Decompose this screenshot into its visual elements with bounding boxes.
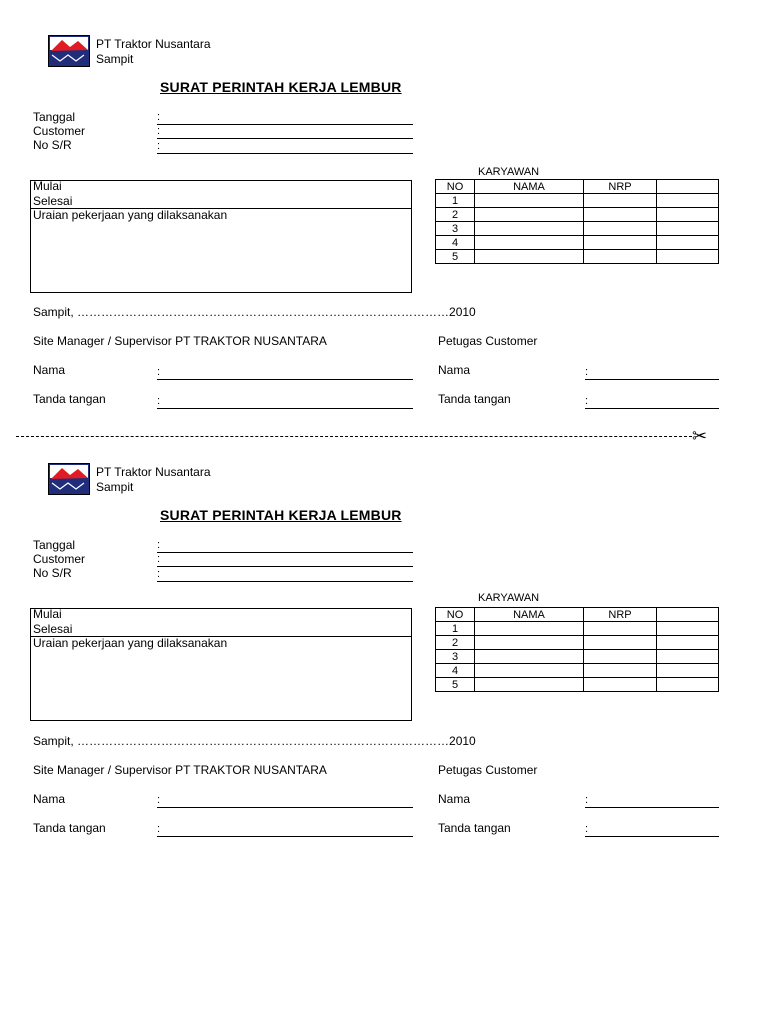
extra-cell[interactable]	[657, 636, 719, 650]
work-details-box	[30, 180, 412, 293]
table-row	[436, 222, 719, 236]
nama-field-left[interactable]: :	[157, 367, 413, 380]
extra-cell[interactable]	[657, 208, 719, 222]
extra-cell[interactable]	[657, 236, 719, 250]
nama-cell[interactable]	[475, 636, 584, 650]
row-number: 2	[436, 208, 475, 222]
nrp-cell[interactable]	[584, 650, 657, 664]
row-number: 1	[436, 622, 475, 636]
row-number: 5	[436, 250, 475, 264]
overtime-form-top	[0, 0, 768, 420]
nrp-cell[interactable]	[584, 636, 657, 650]
nama-field-left[interactable]: :	[157, 795, 413, 808]
company-logo-icon	[48, 35, 90, 67]
header-nrp: NRP	[584, 180, 657, 194]
form-title: SURAT PERINTAH KERJA LEMBUR	[160, 79, 402, 95]
scissors-icon: ✂	[692, 426, 708, 446]
row-number: 2	[436, 636, 475, 650]
nama-cell[interactable]	[475, 664, 584, 678]
nama-cell[interactable]	[475, 678, 584, 692]
employee-table	[435, 179, 719, 264]
table-row	[436, 650, 719, 664]
employee-table	[435, 607, 719, 692]
table-row	[436, 678, 719, 692]
no-sr-label: No S/R	[33, 566, 72, 580]
header-extra	[657, 180, 719, 194]
extra-cell[interactable]	[657, 678, 719, 692]
customer-field[interactable]: :	[157, 554, 413, 567]
row-number: 4	[436, 664, 475, 678]
form-title: SURAT PERINTAH KERJA LEMBUR	[160, 507, 402, 523]
company-location: Sampit	[96, 52, 134, 66]
nrp-cell[interactable]	[584, 622, 657, 636]
nama-cell[interactable]	[475, 194, 584, 208]
nama-label-right: Nama	[438, 792, 471, 806]
uraian-label: Uraian pekerjaan yang dilaksanakan	[33, 208, 228, 222]
ttd-label-right: Tanda tangan	[438, 392, 511, 406]
nama-cell[interactable]	[475, 650, 584, 664]
no-sr-label: No S/R	[33, 138, 72, 152]
header-no: NO	[436, 180, 475, 194]
nrp-cell[interactable]	[584, 678, 657, 692]
ttd-field-left[interactable]: :	[157, 824, 413, 837]
extra-cell[interactable]	[657, 250, 719, 264]
extra-cell[interactable]	[657, 622, 719, 636]
employee-table-header	[436, 608, 719, 622]
tanggal-field[interactable]: :	[157, 112, 413, 125]
nrp-cell[interactable]	[584, 664, 657, 678]
nama-field-right[interactable]: :	[585, 367, 719, 380]
company-name: PT Traktor Nusantara	[96, 37, 211, 51]
nama-label-right: Nama	[438, 363, 471, 377]
nama-label-left: Nama	[33, 363, 66, 377]
header-nama: NAMA	[475, 608, 584, 622]
nrp-cell[interactable]	[584, 250, 657, 264]
table-row	[436, 208, 719, 222]
petugas-customer-title: Petugas Customer	[438, 334, 538, 348]
header-no: NO	[436, 608, 475, 622]
company-name: PT Traktor Nusantara	[96, 465, 211, 479]
ttd-label-right: Tanda tangan	[438, 821, 511, 835]
date-line: Sampit, …………………………………………………………………………………2010	[33, 305, 476, 319]
customer-label: Customer	[33, 552, 86, 566]
row-number: 3	[436, 650, 475, 664]
nrp-cell[interactable]	[584, 208, 657, 222]
work-details-box	[30, 608, 412, 721]
header-nama: NAMA	[475, 180, 584, 194]
extra-cell[interactable]	[657, 650, 719, 664]
table-row	[436, 194, 719, 208]
nama-cell[interactable]	[475, 222, 584, 236]
row-number: 4	[436, 236, 475, 250]
nrp-cell[interactable]	[584, 222, 657, 236]
karyawan-title: KARYAWAN	[478, 592, 540, 604]
company-logo-icon	[48, 463, 90, 495]
header-extra	[657, 608, 719, 622]
nrp-cell[interactable]	[584, 194, 657, 208]
selesai-label: Selesai	[33, 622, 73, 636]
karyawan-title: KARYAWAN	[478, 166, 540, 178]
nrp-cell[interactable]	[584, 236, 657, 250]
nama-label-left: Nama	[33, 792, 66, 806]
nama-field-right[interactable]: :	[585, 795, 719, 808]
nama-cell[interactable]	[475, 622, 584, 636]
extra-cell[interactable]	[657, 664, 719, 678]
extra-cell[interactable]	[657, 222, 719, 236]
ttd-label-left: Tanda tangan	[33, 821, 106, 835]
employee-table-header	[436, 180, 719, 194]
site-manager-title: Site Manager / Supervisor PT TRAKTOR NUSANTARA	[33, 763, 327, 777]
ttd-field-left[interactable]: :	[157, 396, 413, 409]
no-sr-field[interactable]: :	[157, 569, 413, 582]
extra-cell[interactable]	[657, 194, 719, 208]
tanggal-field[interactable]: :	[157, 540, 413, 553]
header-nrp: NRP	[584, 608, 657, 622]
table-row	[436, 250, 719, 264]
ttd-field-right[interactable]: :	[585, 824, 719, 837]
site-manager-title: Site Manager / Supervisor PT TRAKTOR NUSANTARA	[33, 334, 327, 348]
no-sr-field[interactable]: :	[157, 141, 413, 154]
table-row	[436, 622, 719, 636]
ttd-label-left: Tanda tangan	[33, 392, 106, 406]
overtime-form-bottom	[0, 428, 768, 848]
selesai-label: Selesai	[33, 194, 73, 208]
nama-cell[interactable]	[475, 236, 584, 250]
ttd-field-right[interactable]: :	[585, 396, 719, 409]
nama-cell[interactable]	[475, 250, 584, 264]
customer-field[interactable]: :	[157, 126, 413, 139]
petugas-customer-title: Petugas Customer	[438, 763, 538, 777]
tanggal-label: Tanggal	[33, 538, 76, 552]
tanggal-label: Tanggal	[33, 110, 76, 124]
table-row	[436, 236, 719, 250]
mulai-label: Mulai	[33, 179, 62, 193]
table-row	[436, 636, 719, 650]
uraian-label: Uraian pekerjaan yang dilaksanakan	[33, 636, 228, 650]
nama-cell[interactable]	[475, 208, 584, 222]
table-row	[436, 664, 719, 678]
customer-label: Customer	[33, 124, 86, 138]
row-number: 1	[436, 194, 475, 208]
mulai-label: Mulai	[33, 607, 62, 621]
row-number: 5	[436, 678, 475, 692]
company-location: Sampit	[96, 480, 134, 494]
row-number: 3	[436, 222, 475, 236]
date-line: Sampit, …………………………………………………………………………………2010	[33, 734, 476, 748]
